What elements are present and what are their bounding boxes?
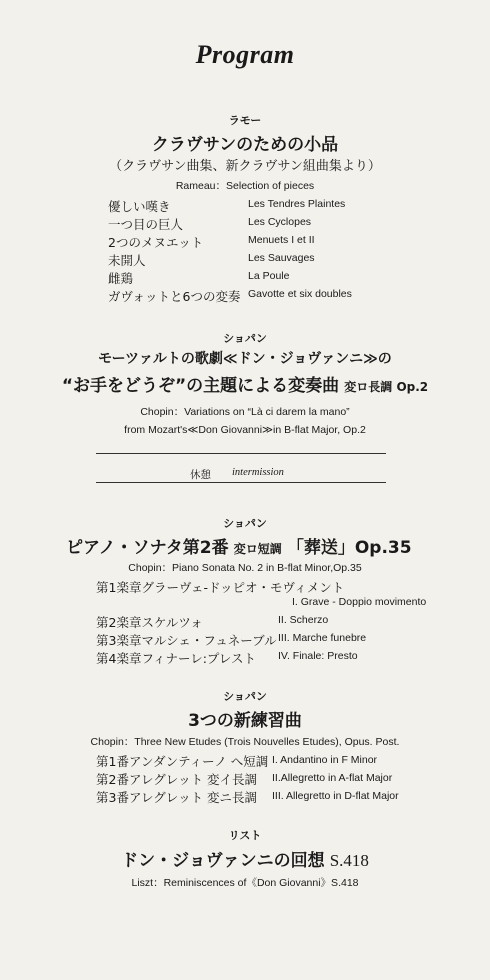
- list-item-ja: 2つのメヌエット: [108, 235, 204, 250]
- etude-ja: 第2番アレグレット 変イ長調: [96, 772, 258, 787]
- movement-en: IV. Finale: Presto: [278, 650, 358, 662]
- etude-en: I. Andantino in F Minor: [272, 754, 378, 766]
- etude-en: III. Allegretto in D-flat Major: [272, 790, 399, 802]
- list-item-ja: 雌鶏: [108, 271, 134, 286]
- divider-bottom: [96, 482, 386, 483]
- list-item-en: La Poule: [248, 270, 290, 282]
- variations-key: 変ロ長調 Op.2: [344, 380, 429, 394]
- list-item-ja: 未開人: [108, 253, 146, 268]
- intermission-en: intermission: [232, 467, 284, 478]
- movement-ja: 第3楽章マルシェ・フュネーブル: [96, 633, 277, 648]
- etudes-en: Chopin：Three New Etudes (Trois Nouvelles Etudes), Opus. Post.: [90, 736, 400, 748]
- rameau-work-title: クラヴサンのための小品: [151, 135, 339, 155]
- list-item-en: Les Cyclopes: [248, 216, 312, 228]
- divider-top: [96, 453, 386, 454]
- etude-ja: 第1番アンダンティーノ へ短調: [96, 754, 269, 769]
- movement-en: I. Grave - Doppio movimento: [292, 596, 427, 608]
- rameau-work-en: Rameau：Selection of pieces: [175, 180, 315, 192]
- liszt-title: ドン・ジョヴァンニの回想: [121, 851, 325, 871]
- rameau-work-subtitle: （クラヴサン曲集、新クラヴサン組曲集より）: [109, 159, 381, 174]
- sonata-key: 変ロ短調: [233, 542, 282, 556]
- list-item-ja: 優しい嘆き: [108, 199, 171, 214]
- list-item-ja: 一つ目の巨人: [108, 217, 184, 232]
- page-title: Program: [195, 40, 295, 69]
- liszt-en: Liszt：Reminiscences of《Don Giovanni》S.418: [131, 877, 359, 889]
- composer-chopin-ja: ショパン: [223, 517, 267, 530]
- composer-chopin-ja: ショパン: [223, 332, 267, 345]
- list-item-en: Menuets I et II: [248, 234, 315, 246]
- movement-en: II. Scherzo: [278, 614, 329, 626]
- composer-rameau-ja: ラモー: [228, 114, 262, 127]
- variations-en-line1: Chopin：Variations on “Là ci darem la mano”: [140, 406, 350, 418]
- movement-ja: 第1楽章グラーヴェ-ドッピオ・モヴィメント: [96, 580, 345, 595]
- movement-en: III. Marche funebre: [278, 632, 367, 644]
- sonata-nickname: 「葬送」Op.35: [286, 538, 412, 558]
- list-item-en: Les Sauvages: [248, 252, 315, 264]
- etude-ja: 第3番アレグレット 変ニ長調: [96, 790, 258, 805]
- list-item-en: Les Tendres Plaintes: [248, 198, 346, 210]
- movement-ja: 第4楽章フィナーレ:プレスト: [96, 651, 257, 666]
- composer-chopin-ja: ショパン: [223, 690, 267, 703]
- movement-ja: 第2楽章スケルツォ: [96, 615, 203, 630]
- variations-title-line1: モーツァルトの歌劇≪ドン・ジョヴァンニ≫の: [98, 351, 392, 367]
- etudes-title: 3つの新練習曲: [188, 711, 302, 731]
- intermission-ja: 休憩: [190, 469, 211, 481]
- sonata-title: ピアノ・ソナタ第2番: [66, 538, 229, 558]
- list-item-ja: ガヴォットと6つの変奏: [108, 289, 241, 304]
- variations-en-line2: from Mozart's≪Don Giovanni≫in B-flat Major, Op.2: [124, 424, 366, 436]
- variations-title: “お手をどうぞ”の主題による変奏曲: [61, 376, 340, 396]
- variations-title-line2: [0, 371, 490, 396]
- sonata-en: Chopin：Piano Sonata No. 2 in B-flat Minor,Op.35: [128, 562, 362, 574]
- list-item-en: Gavotte et six doubles: [248, 288, 352, 300]
- liszt-title-line: [0, 846, 490, 871]
- etude-en: II.Allegretto in A-flat Major: [272, 772, 393, 784]
- liszt-opus: S.418: [329, 851, 369, 870]
- composer-liszt-ja: リスト: [228, 829, 262, 842]
- sonata-title-line: [66, 533, 412, 558]
